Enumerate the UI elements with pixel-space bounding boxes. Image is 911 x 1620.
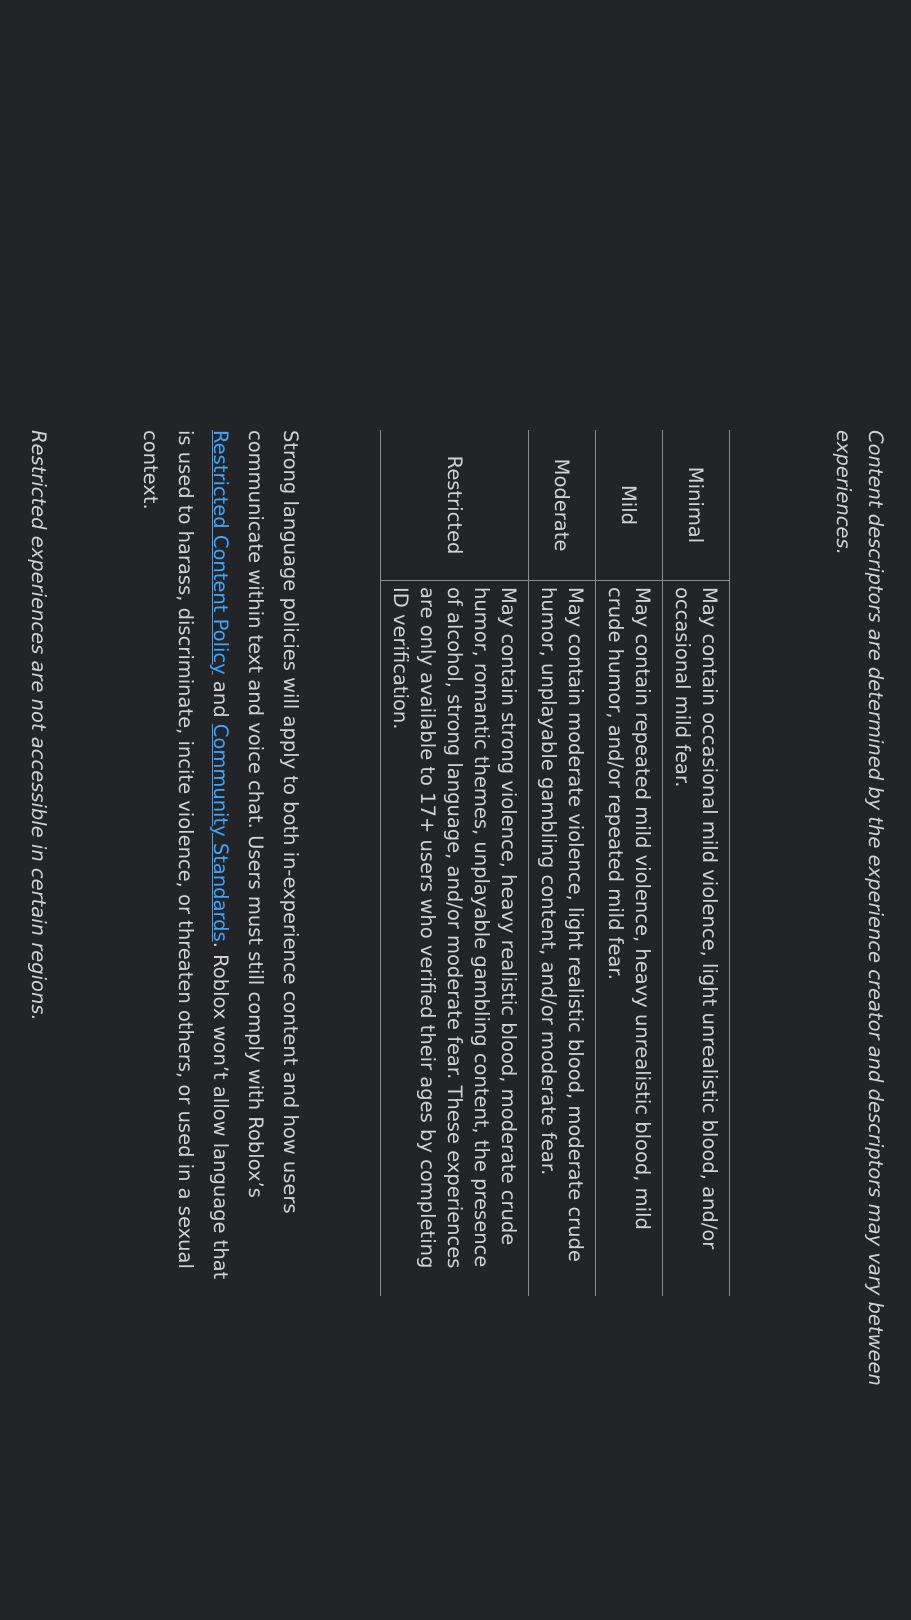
intro-text: Content descriptors are determined by the experience creator and descriptors may vary between experiences. bbox=[832, 430, 887, 1386]
row-label-minimal: Minimal bbox=[663, 430, 730, 581]
row-description-moderate: May contain moderate violence, light realistic blood, moderate crude humor, unplayable gambling content, and/or moderate fear. bbox=[529, 581, 596, 1297]
row-label-mild: Mild bbox=[596, 430, 663, 581]
policy-text-middle: and bbox=[209, 674, 232, 724]
table-row bbox=[381, 430, 529, 1296]
table-row bbox=[663, 430, 730, 1296]
restricted-content-policy-link[interactable]: Restricted Content Policy bbox=[209, 430, 232, 675]
community-standards-link[interactable]: Community Standards bbox=[209, 723, 232, 942]
table-row bbox=[529, 430, 596, 1296]
policy-text-before: Strong language policies will apply to both in-experience content and how users communicate within text and voice chat. Users must still comply with Roblox’s bbox=[244, 430, 302, 1214]
row-description-mild: May contain repeated mild violence, heavy unrealistic blood, mild crude humor, and/or repeated mild fear. bbox=[596, 581, 663, 1297]
policy-text-after: . Roblox won’t allow language that is used to harass, discriminate, incite violence, or threaten others, or used in a sexual context. bbox=[139, 430, 232, 1280]
table-row bbox=[596, 430, 663, 1296]
row-description-restricted: May contain strong violence, heavy realistic blood, moderate crude humor, romantic themes, unplayable gambling content, the presence of alcohol, strong language, and/or moderate fear. These experiences are only available to 17+ users who verified their ages by completing ID verification. bbox=[381, 581, 529, 1297]
regional-restriction-note: Restricted experiences are not accessible in certain regions. bbox=[27, 430, 50, 1021]
row-description-minimal: May contain occasional mild violence, light unrealistic blood, and/or occasional mild fear. bbox=[663, 581, 730, 1297]
row-label-moderate: Moderate bbox=[529, 430, 596, 581]
content-descriptors-table bbox=[380, 430, 730, 1296]
language-policy-paragraph bbox=[133, 430, 308, 1290]
row-label-restricted: Restricted bbox=[381, 430, 529, 581]
